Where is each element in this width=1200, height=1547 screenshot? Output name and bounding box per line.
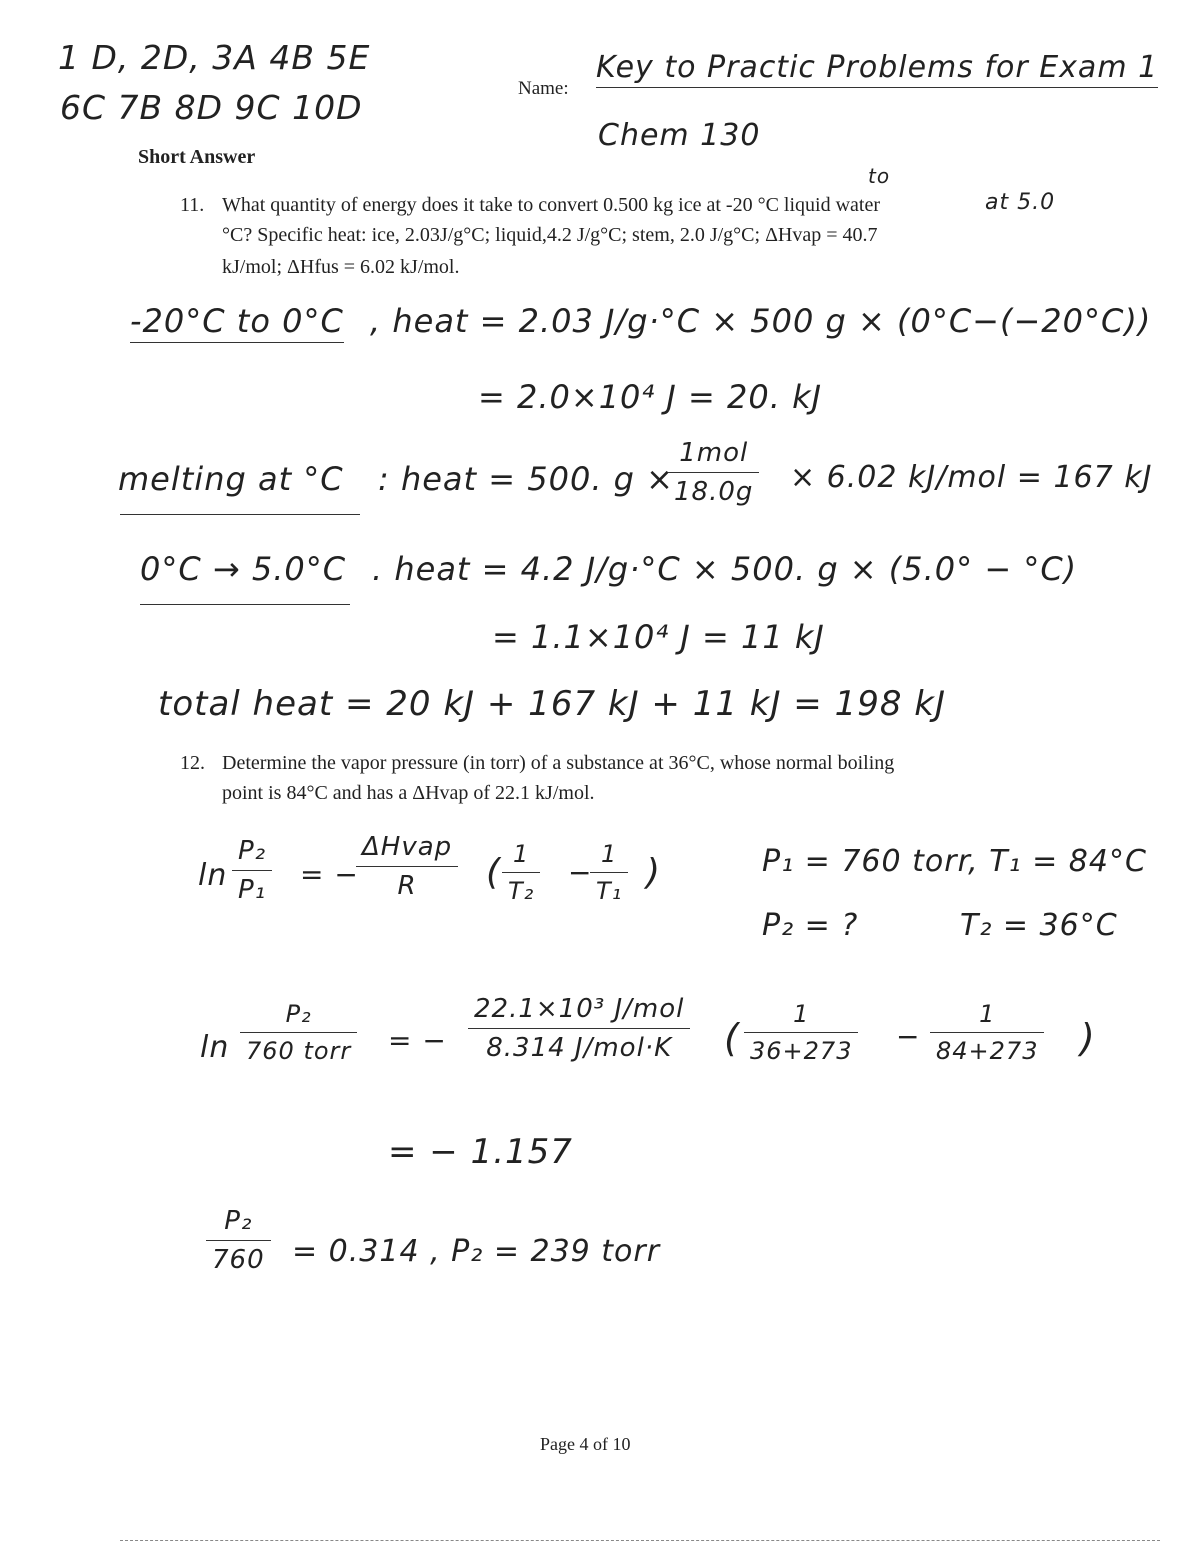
answer-key-line-1: 1 D, 2D, 3A 4B 5E	[58, 38, 371, 77]
q11-insert-at: at 5.0	[985, 190, 1056, 215]
sol11-step3-result: = 1.1×10⁴ J = 11 kJ	[492, 618, 825, 656]
sol12-given-2: P₂ = ?	[762, 908, 859, 943]
sol11-step2-denominator: 18.0g	[668, 472, 759, 507]
sol12-paren-close-2: )	[1080, 1016, 1096, 1060]
sol12-ln-2: ln	[200, 1030, 230, 1065]
name-label: Name:	[518, 78, 569, 99]
section-title: Short Answer	[138, 146, 256, 168]
q11-line-2: °C? Specific heat: ice, 2.03J/g°C; liquid,4.2 J/g°C; stem, 2.0 J/g°C; ΔHvap = 40.7	[222, 224, 878, 246]
sol12-final-num: P₂	[224, 1206, 253, 1236]
sol12-inv-t2-num: 1	[513, 840, 530, 868]
sol11-step3-equation: . heat = 4.2 J/g·°C × 500. g × (5.0° − °C)	[372, 550, 1078, 588]
sol12-inv-309-den: 36+273	[744, 1032, 858, 1065]
sol12-inv-t1	[590, 840, 628, 905]
sol12-inv-357	[930, 1000, 1044, 1065]
q11-number: 11.	[180, 194, 205, 216]
sol12-result-2: = 0.314 , P₂ = 239 torr	[292, 1234, 661, 1269]
bottom-edge-line	[120, 1540, 1160, 1541]
sol12-given-3: T₂ = 36°C	[960, 908, 1118, 943]
sol12-inv-t2-den: T₂	[502, 872, 540, 905]
sol12-equals-minus: = −	[300, 858, 359, 891]
sol12-p2-num: P₂	[285, 1000, 312, 1028]
sol11-step1-label: -20°C to 0°C	[130, 302, 344, 343]
sol12-dhvap: ΔHvap	[362, 832, 453, 862]
sol12-paren-open-2: (	[724, 1016, 740, 1060]
sol12-given-1: P₁ = 760 torr, T₁ = 84°C	[762, 844, 1147, 879]
sol12-minus: −	[568, 856, 593, 889]
sol12-inv-309-num: 1	[793, 1000, 810, 1028]
sol12-inv-309	[744, 1000, 858, 1065]
sol12-r: R	[356, 866, 458, 901]
sol11-step1-result: = 2.0×10⁴ J = 20. kJ	[478, 378, 823, 416]
sol12-760-den: 760 torr	[240, 1032, 357, 1065]
sol11-total: total heat = 20 kJ + 167 kJ + 11 kJ = 198 kJ	[158, 684, 947, 724]
sol11-step2-numerator: 1mol	[679, 438, 749, 468]
sol12-final-den: 760	[206, 1240, 271, 1275]
sol12-ln: ln	[198, 858, 228, 893]
name-value: Key to Practic Problems for Exam 1	[596, 50, 1158, 88]
sol11-step1-equation: , heat = 2.03 J/g·°C × 500 g × (0°C−(−20°C))	[370, 302, 1152, 340]
answer-key-line-2: 6C 7B 8D 9C 10D	[60, 88, 363, 127]
sol12-p2-over-760-final	[206, 1206, 271, 1275]
sol12-dh-value: 22.1×10³ J/mol	[474, 994, 685, 1024]
q12-number: 12.	[180, 752, 205, 774]
sol12-dhvap-over-r	[356, 832, 458, 901]
sol12-paren-open: (	[486, 852, 502, 893]
sol12-equals-minus-2: = −	[388, 1024, 447, 1057]
sol12-p-ratio	[232, 836, 272, 905]
sol11-step2-post: × 6.02 kJ/mol = 167 kJ	[790, 460, 1153, 495]
q12-line-2: point is 84°C and has a ΔHvap of 22.1 kJ/mol.	[222, 782, 595, 804]
sol12-inv-357-num: 1	[979, 1000, 996, 1028]
sol12-minus-2: −	[896, 1020, 921, 1053]
sol11-step2-label: melting at °C	[118, 460, 344, 498]
sol11-step2-pre: : heat = 500. g ×	[378, 460, 674, 498]
q11-line-1: What quantity of energy does it take to convert 0.500 kg ice at -20 °C liquid water	[222, 194, 881, 216]
sol12-inv-t1-num: 1	[601, 840, 618, 868]
sol12-dh-over-r	[468, 994, 690, 1063]
sol12-p-ratio-num: P₂	[238, 836, 267, 866]
sol12-inv-t1-den: T₁	[590, 872, 628, 905]
sol12-paren-close: )	[646, 852, 662, 893]
sol11-step2-fraction	[668, 438, 759, 507]
sol11-step2-underline	[120, 514, 360, 515]
q12-line-1: Determine the vapor pressure (in torr) of a substance at 36°C, whose normal boiling	[222, 752, 895, 774]
sol12-result-1: = − 1.157	[388, 1132, 573, 1172]
course-label: Chem 130	[598, 118, 761, 153]
sol11-step3-underline	[140, 604, 350, 605]
q11-line-3: kJ/mol; ΔHfus = 6.02 kJ/mol.	[222, 256, 460, 278]
q11-insert-to: to	[868, 164, 891, 188]
sol12-p-ratio-den: P₁	[232, 870, 272, 905]
sol12-r-value: 8.314 J/mol·K	[468, 1028, 690, 1063]
sol12-p2-over-760	[240, 1000, 357, 1065]
page-number: Page 4 of 10	[540, 1434, 631, 1454]
sol11-step3-label: 0°C → 5.0°C	[140, 550, 347, 588]
sol12-inv-t2	[502, 840, 540, 905]
sol12-inv-357-den: 84+273	[930, 1032, 1044, 1065]
